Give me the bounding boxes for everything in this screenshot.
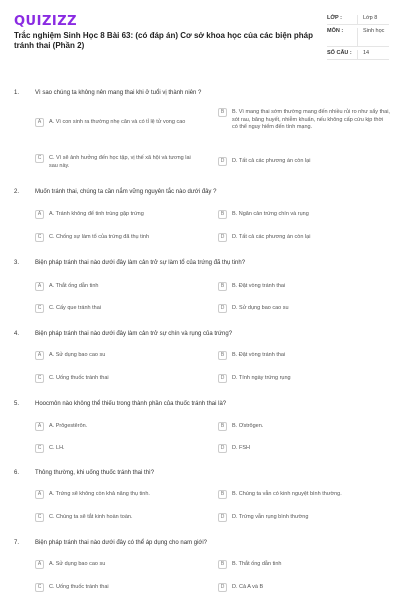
option-text: C. Cấy que tránh thai [49,305,101,311]
option-text: A. Prôgestêrôn. [49,423,88,429]
option-b[interactable] [218,283,390,291]
option-text: D. Sử dụng bao cao su [232,305,289,311]
option-letter-box: A [35,490,44,499]
option-text: D. Trứng vẫn rụng bình thường [232,514,309,520]
document-title: Trắc nghiệm Sinh Học 8 Bài 63: (có đáp án) Cơ sở khoa học của các biện pháp tránh thai (Phần 2) [14,31,313,50]
option-text: D. Tất cả các phương án còn lại [232,158,311,164]
option-text: C. Chúng ta sẽ tắt kinh hoàn toàn. [49,514,133,520]
option-d[interactable] [218,234,390,242]
option-b[interactable] [218,561,390,569]
option-text: B. Đặt vòng tránh thai [232,352,286,358]
option-text: D. Cả A và B [232,584,264,590]
option-letter-box: C [35,374,44,383]
option-text: A. Trứng sẽ không còn khả năng thụ tinh. [49,491,150,497]
option-b[interactable] [218,352,390,360]
option-c[interactable] [35,234,200,242]
option-text: B. Ngăn cản trứng chín và rụng [232,211,309,217]
info-value: Lớp 8 [357,15,389,24]
question-number: 7. [14,540,20,546]
question-number: 3. [14,260,20,266]
info-label: LỚP : [327,15,342,21]
option-text: C. Vì sẽ ảnh hưởng đến học tập, vị thế xã hội và tương lai sau này. [49,155,191,169]
option-d[interactable] [218,514,390,522]
option-a[interactable] [35,211,200,219]
option-text: B. Thắt ống dẫn tinh [232,561,282,567]
option-b[interactable] [218,211,390,219]
option-d[interactable] [218,375,390,383]
option-a[interactable] [35,561,200,569]
option-letter-box: A [35,210,44,219]
option-letter-box: A [35,282,44,291]
option-text: C. Uống thuốc tránh thai [49,375,109,381]
option-letter-box: C [35,304,44,313]
option-a[interactable] [35,352,200,360]
quizizz-logo: QUIZIZZ [14,14,78,29]
option-d[interactable] [218,584,390,592]
option-a[interactable] [35,119,200,127]
option-letter-box: C [35,233,44,242]
option-letter-box: B [218,351,227,360]
question-text: Thông thường, khi uống thuốc tránh thai thì? [35,470,155,476]
option-text: A. Thắt ống dẫn tinh [49,283,99,289]
header [0,0,400,80]
option-c[interactable] [35,584,200,592]
option-text: C. LH. [49,445,65,451]
option-letter-box: A [35,560,44,569]
option-text: C. Uống thuốc tránh thai [49,584,109,590]
option-letter-box: B [218,108,227,117]
option-letter-box: D [218,157,227,166]
option-text: B. Ơstrôgen. [232,423,264,429]
option-text: B. Đặt vòng tránh thai [232,283,286,289]
info-row-class [327,12,389,25]
option-c[interactable] [35,155,200,170]
option-letter-box: D [218,233,227,242]
option-d[interactable] [218,305,390,313]
info-label: SỐ CÂU : [327,50,352,56]
option-letter-box: D [218,444,227,453]
option-c[interactable] [35,375,200,383]
option-text: D. Tất cả các phương án còn lại [232,234,311,240]
option-letter-box: A [35,422,44,431]
option-letter-box: D [218,583,227,592]
question-text: Biện pháp tránh thai nào dưới đây có thể áp dụng cho nam giới? [35,540,208,546]
info-row-count [327,47,389,60]
option-letter-box: D [218,374,227,383]
option-a[interactable] [35,423,200,431]
option-text: D. FSH [232,445,251,451]
option-b[interactable] [218,423,390,431]
question-number: 5. [14,401,20,407]
info-table [327,12,389,60]
question-text: Vì sao chúng ta không nên mang thai khi ở tuổi vị thành niên ? [35,90,202,96]
question-number: 1. [14,90,20,96]
option-c[interactable] [35,305,200,313]
option-letter-box: A [35,351,44,360]
option-text: D. Tính ngày trứng rụng [232,375,291,381]
option-letter-box: C [35,583,44,592]
option-d[interactable] [218,158,390,166]
option-text: A. Tránh không để tinh trùng gặp trứng [49,211,144,217]
option-letter-box: B [218,282,227,291]
option-c[interactable] [35,445,200,453]
info-label: MÔN : [327,28,344,34]
option-text: A. Sử dụng bao cao su [49,352,106,358]
question-number: 4. [14,331,20,337]
option-text: A. Sử dụng bao cao su [49,561,106,567]
option-c[interactable] [35,514,200,522]
info-value: 14 [357,50,389,59]
option-letter-box: C [35,513,44,522]
question-text: Biện pháp tránh thai nào dưới đây làm cản trở sự chín và rụng của trứng? [35,331,233,337]
option-a[interactable] [35,491,200,499]
option-d[interactable] [218,445,390,453]
option-letter-box: B [218,210,227,219]
option-a[interactable] [35,283,200,291]
option-letter-box: B [218,490,227,499]
option-letter-box: B [218,422,227,431]
question-number: 2. [14,189,20,195]
option-text: B. Vì mang thai sớm thường mang đến nhiều rủi ro như sẩy thai, sót rau, băng huyết, nhiễm khuẩn, nếu không cấp cứu kịp thời có thể nguy hiểm đến tính mạng. [232,109,390,130]
question-text: Hoocmôn nào không thể thiếu trong thành phần của thuốc tránh thai là? [35,401,227,407]
question-number: 6. [14,470,20,476]
option-letter-box: C [35,444,44,453]
option-text: A. Vì con sinh ra thường nhẹ cân và có tỉ lệ tử vong cao [49,119,186,125]
option-text: C. Chống sự làm tổ của trứng đã thụ tinh [49,234,149,240]
info-row-subject [327,25,389,47]
option-letter-box: C [35,154,44,163]
option-text: B. Chúng ta vẫn có kinh nguyệt bình thường. [232,491,342,497]
option-letter-box: D [218,513,227,522]
option-letter-box: D [218,304,227,313]
question-text: Biện pháp tránh thai nào dưới đây làm cản trở sự làm tổ của trứng đã thụ tinh? [35,260,246,266]
question-text: Muốn tránh thai, chúng ta cần nắm vững nguyên tắc nào dưới đây ? [35,189,217,195]
option-letter-box: A [35,118,44,127]
option-b[interactable] [218,491,390,499]
option-b[interactable] [218,109,390,132]
info-value: Sinh học [357,28,389,46]
option-letter-box: B [218,560,227,569]
